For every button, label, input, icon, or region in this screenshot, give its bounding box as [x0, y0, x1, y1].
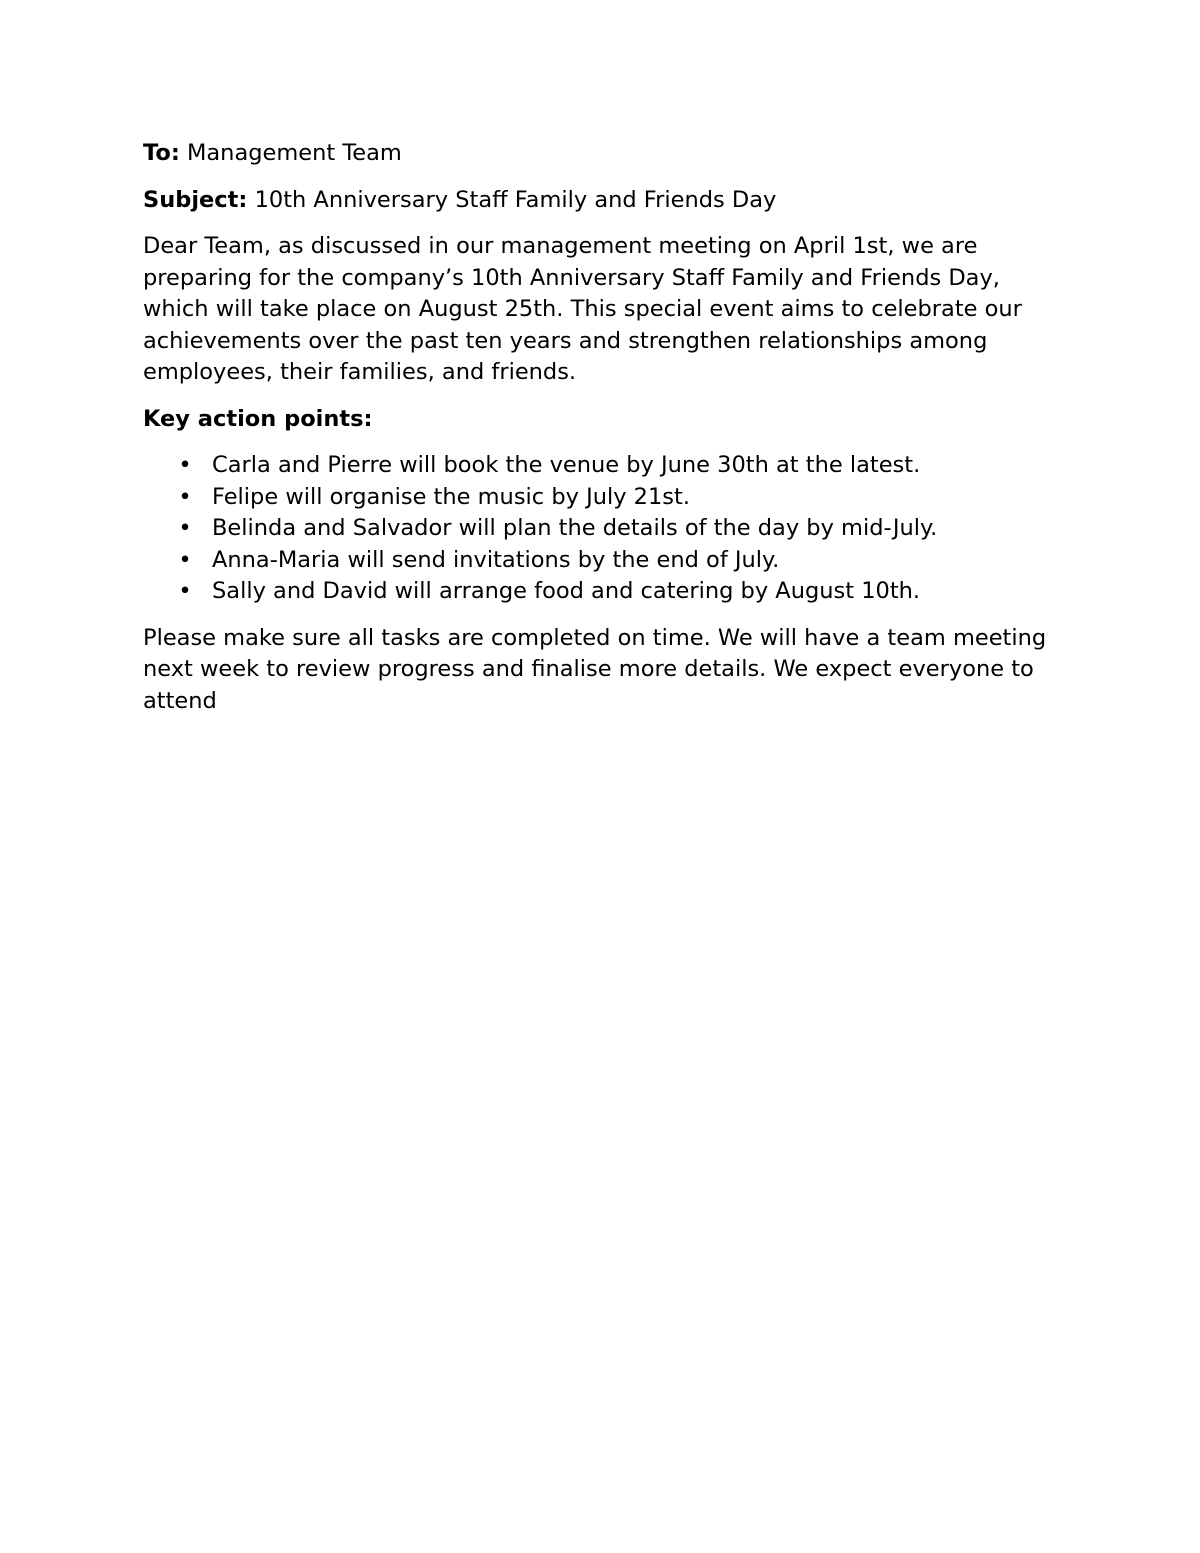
- subject-line: [143, 185, 1063, 217]
- action-points-list: [143, 450, 1063, 608]
- action-point-text: Felipe will organise the music by July 21st.: [212, 483, 691, 510]
- intro-paragraph: Dear Team, as discussed in our management meeting on April 1st, we are preparing for the company’s 10th Anniversary Staff Family and Friends Day, which will take place on August 25th. This special event aims to celebrate our achievements over the past ten years and strengthen relationships among employees, their families, and friends.: [143, 233, 1022, 385]
- bullet-icon: •: [178, 515, 192, 541]
- bullet-icon: •: [178, 452, 192, 478]
- to-value: Management Team: [186, 140, 402, 166]
- bullet-icon: •: [178, 546, 192, 573]
- closing-paragraph: Please make sure all tasks are completed on time. We will have a team meeting next week to review progress and finalise more details. We expect everyone to attend: [143, 624, 1047, 714]
- subject-label: Subject:: [143, 186, 248, 213]
- bullet-icon: •: [178, 578, 192, 604]
- to-label: To:: [143, 140, 180, 166]
- action-point-text: Carla and Pierre will book the venue by June 30th at the latest.: [212, 452, 921, 478]
- bullet-icon: •: [178, 483, 192, 510]
- list-item: [143, 545, 1063, 577]
- to-line: [143, 138, 1063, 170]
- memo-body: [143, 138, 1063, 732]
- action-points-heading: Key action points:: [143, 405, 373, 432]
- action-point-text: Anna-Maria will send invitations by the end of July.: [212, 546, 780, 573]
- action-point-text: Sally and David will arrange food and catering by August 10th.: [212, 578, 921, 604]
- list-item: [143, 482, 1063, 514]
- action-point-text: Belinda and Salvador will plan the details of the day by mid-July.: [212, 515, 938, 541]
- list-item: [143, 450, 1063, 482]
- list-item: [143, 576, 1063, 608]
- list-item: [143, 513, 1063, 545]
- subject-value: 10th Anniversary Staff Family and Friends Day: [254, 186, 777, 213]
